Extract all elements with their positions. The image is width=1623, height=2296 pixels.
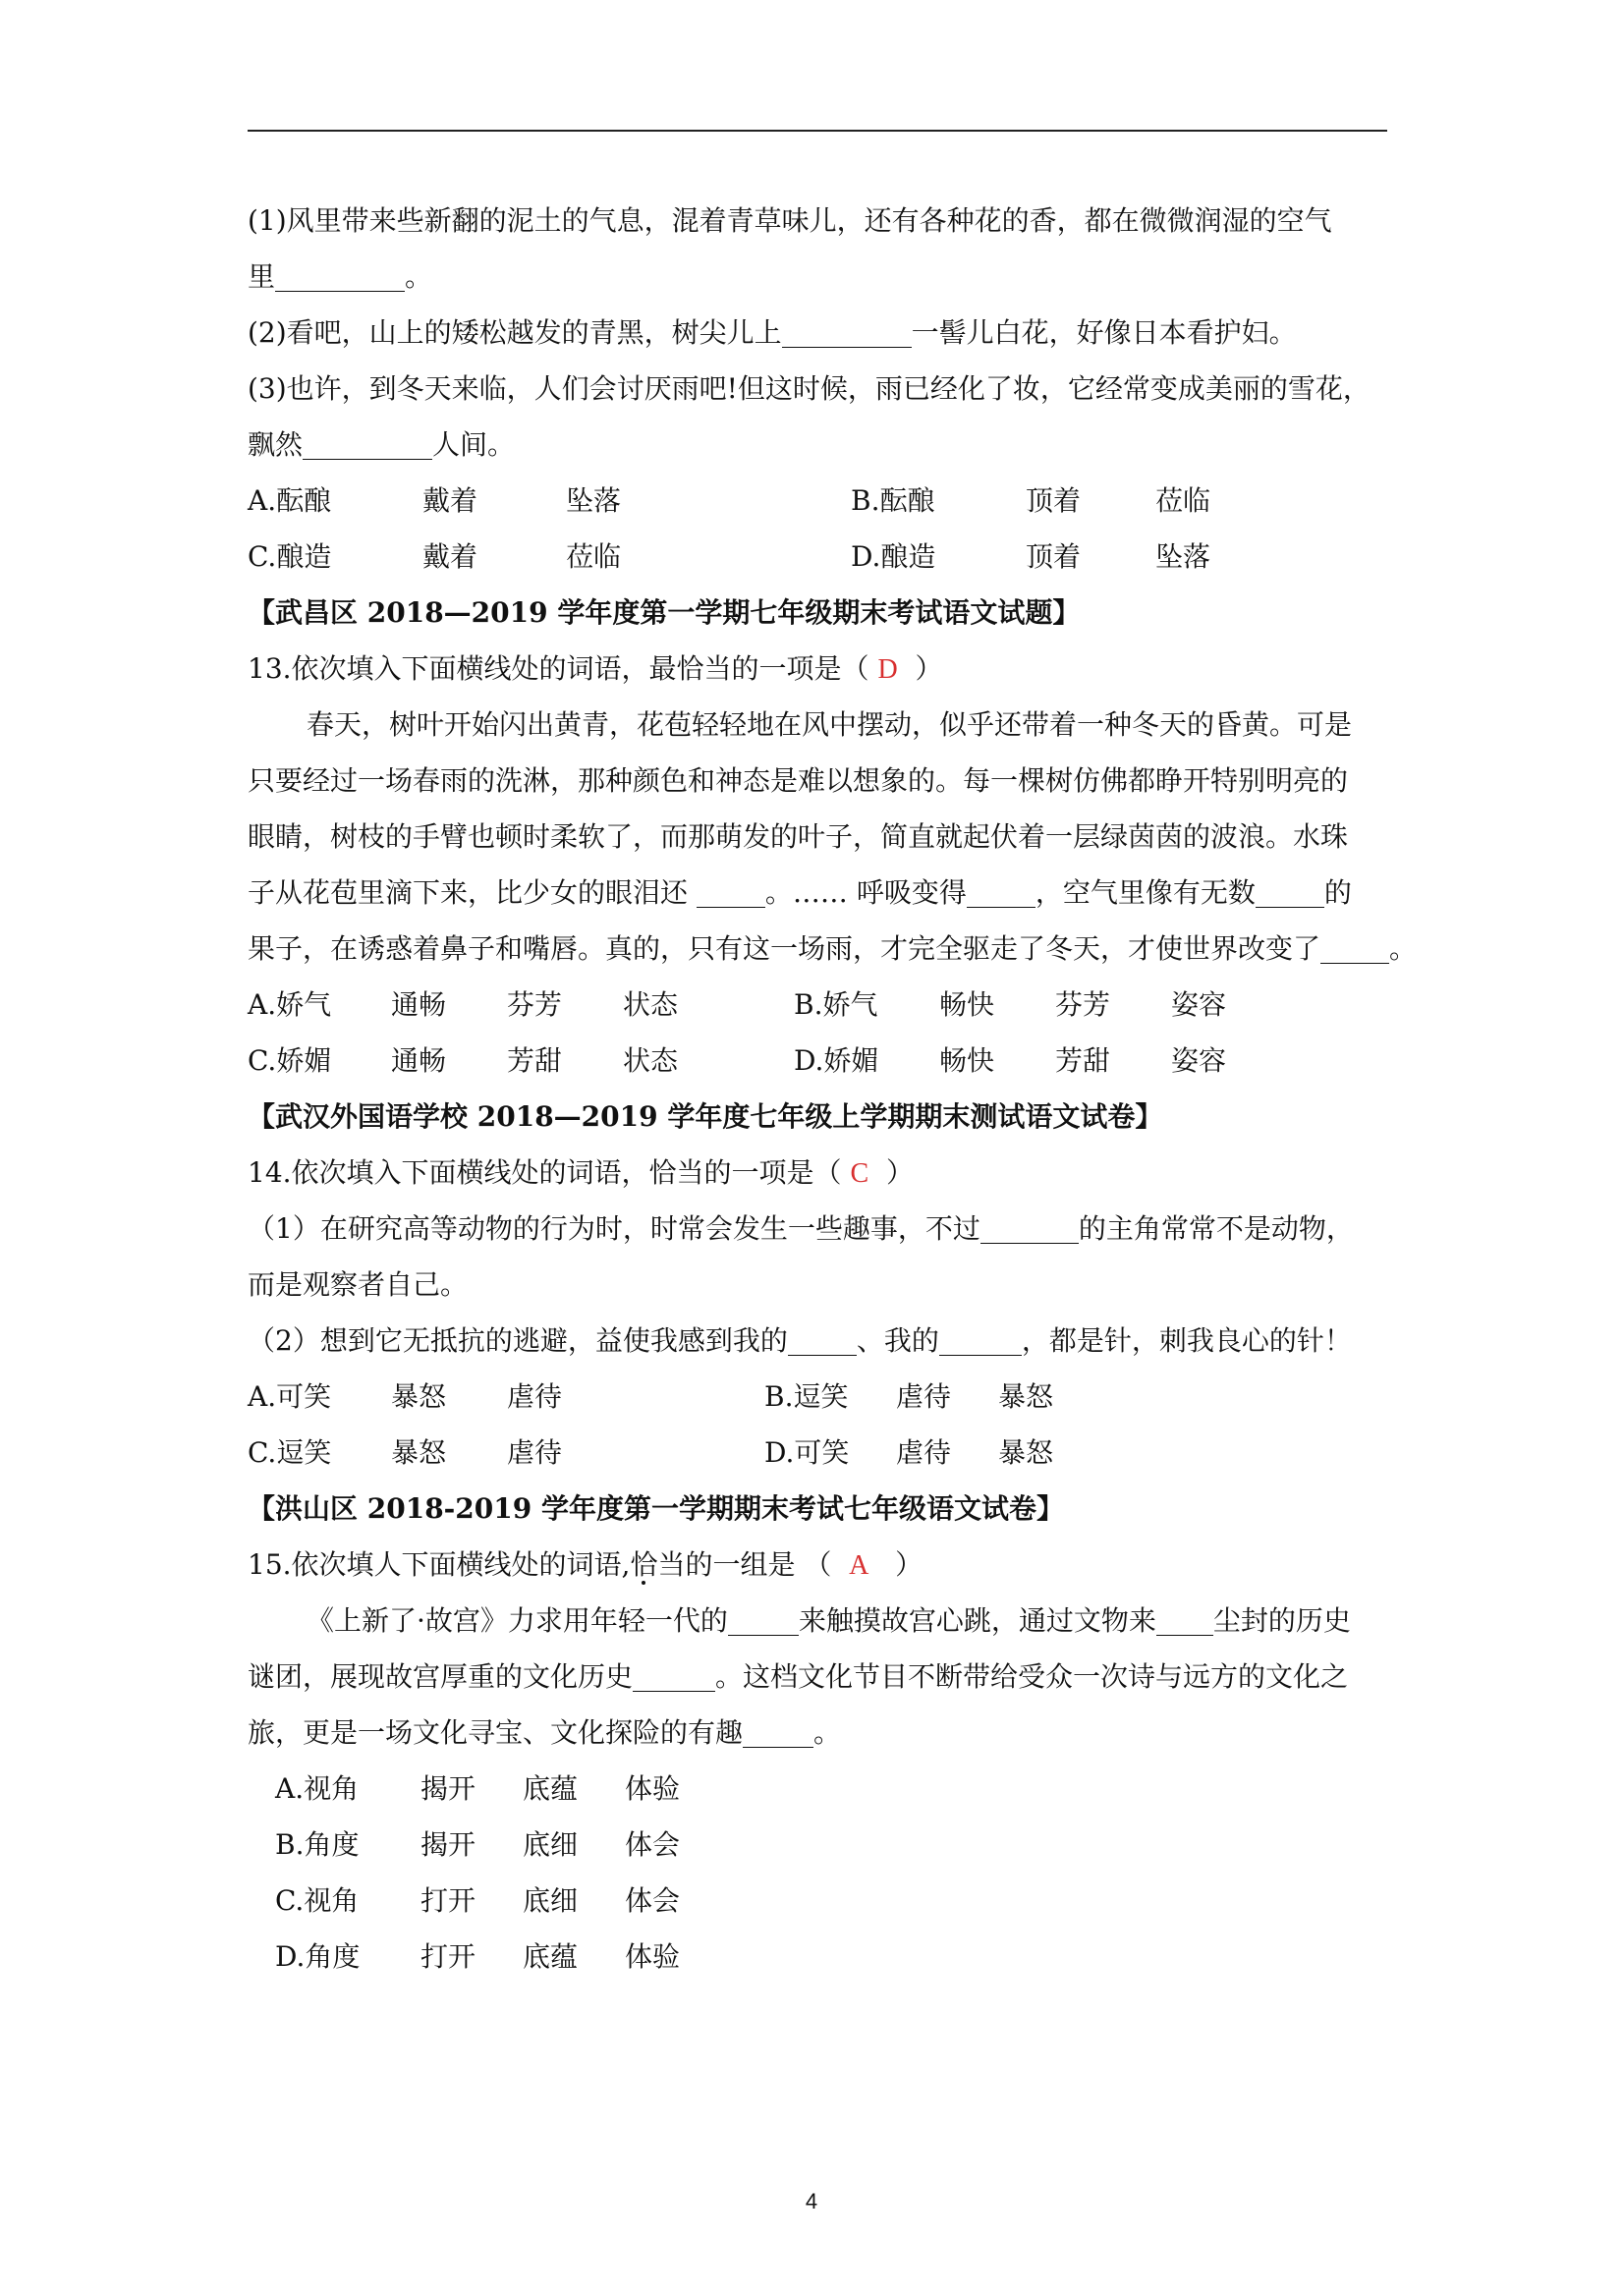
q15-answer: A [849, 1550, 869, 1581]
blank [697, 877, 765, 908]
option-cell: 顶着 [1026, 484, 1082, 517]
option-cell: 暴怒 [998, 1380, 1054, 1413]
option-cell: 虐待 [896, 1380, 952, 1413]
option-cell: 体验 [625, 1772, 681, 1805]
option-cell: 底细 [523, 1884, 579, 1917]
option-cell: D.娇媚 [794, 1044, 879, 1077]
option-cell: A.视角 [275, 1772, 360, 1805]
q14-options-row-1 [248, 1369, 1389, 1425]
q15-passage-line: 谜团，展现故宫厚重的文化历史 。这档文化节目不断带给受众一次诗与远方的文化之 [248, 1660, 1349, 1693]
option-cell: 畅快 [939, 988, 995, 1021]
q15-source-heading: 【洪山区 2018-2019 学年度第一学期期末考试七年级语文试卷】 [248, 1492, 1064, 1525]
option-cell: A.可笑 [248, 1380, 332, 1413]
option-cell: 通畅 [391, 1044, 447, 1077]
blank [303, 429, 432, 460]
option-cell: 通畅 [391, 988, 447, 1021]
option-cell: 暴怒 [998, 1436, 1054, 1469]
blank [782, 317, 912, 348]
option-cell: 坠落 [566, 484, 622, 517]
option-cell: B.娇气 [794, 988, 878, 1021]
q13-options-row-2 [248, 1033, 1389, 1089]
q14-answer: C [850, 1158, 869, 1189]
q12-sentence-3: (3)也许，到冬天来临，人们会讨厌雨吧!但这时候，雨已经化了妆，它经常变成美丽的雪花， [248, 372, 1371, 405]
blank [967, 877, 1035, 908]
option-cell: C.酿造 [248, 540, 332, 573]
option-cell: 芳甜 [1055, 1044, 1111, 1077]
option-cell: 状态 [623, 988, 679, 1021]
q15-passage-line: 《上新了·故宫》力求用年轻一代的 来触摸故宫心跳，通过文物来 尘封的历史 [307, 1604, 1351, 1637]
q15-stem: 15.依次填人下面横线处的词语,恰当的一组是 （ A ） [248, 1548, 923, 1581]
option-cell: 虐待 [507, 1436, 563, 1469]
q15-option-d [248, 1929, 1389, 1985]
q13-passage-line: 果子，在诱惑着鼻子和嘴唇。真的，只有这一场雨，才完全驱走了冬天，才使世界改变了 。 [248, 932, 1418, 965]
option-cell: D.可笑 [764, 1436, 850, 1469]
option-cell: 虐待 [896, 1436, 952, 1469]
document-body [248, 193, 1418, 1985]
option-cell: 顶着 [1026, 540, 1082, 573]
q13-passage-line: 春天，树叶开始闪出黄青，花苞轻轻地在风中摆动，似乎还带着一种冬天的昏黄。可是 [307, 708, 1353, 741]
q14-source-heading: 【武汉外国语学校 2018—2019 学年度七年级上学期期末测试语文试卷】 [248, 1100, 1163, 1133]
option-cell: 打开 [420, 1940, 476, 1973]
page-number: 4 [805, 2189, 818, 2213]
q14-sentence-2: （2）想到它无抵抗的逃避，益使我感到我的 、我的 ，都是针，刺我良心的针！ [248, 1324, 1352, 1357]
option-cell: B.酝酿 [851, 484, 935, 517]
option-cell: 揭开 [420, 1772, 476, 1805]
blank [633, 1661, 715, 1692]
q15-passage-line: 旅，更是一场文化寻宝、文化探险的有趣 。 [248, 1716, 842, 1749]
q14-sentence-1-cont: 而是观察者自己。 [248, 1268, 469, 1301]
option-cell: 底蕴 [523, 1940, 579, 1973]
q13-stem: 13.依次填入下面横线处的词语，最恰当的一项是（ D ） [248, 652, 943, 685]
q13-passage-line: 只要经过一场春雨的洗淋，那种颜色和神态是难以想象的。每一棵树仿佛都睁开特别明亮的 [248, 764, 1349, 797]
option-cell: 芬芳 [1055, 988, 1111, 1021]
q14-options-row-2 [248, 1425, 1389, 1481]
q12-sentence-1-cont: 里 。 [248, 260, 433, 293]
emphasis-dot-char: 恰 [630, 1548, 658, 1581]
option-cell: 底蕴 [523, 1772, 579, 1805]
blank [743, 1717, 813, 1748]
option-cell: 暴怒 [391, 1436, 447, 1469]
option-cell: A.酝酿 [248, 484, 332, 517]
option-cell: D.角度 [275, 1940, 361, 1973]
header-rule [248, 130, 1387, 132]
option-cell: C.娇媚 [248, 1044, 332, 1077]
option-cell: 戴着 [422, 540, 478, 573]
q15-option-c [248, 1873, 1389, 1929]
q14-sentence-1: （1）在研究高等动物的行为时，时常会发生一些趣事，不过 的主角常常不是动物， [248, 1212, 1354, 1245]
option-cell: 体会 [625, 1828, 681, 1861]
option-cell: 畅快 [939, 1044, 995, 1077]
option-cell: 坠落 [1155, 540, 1211, 573]
option-cell: 状态 [623, 1044, 679, 1077]
blank [980, 1213, 1079, 1244]
option-cell: A.娇气 [248, 988, 332, 1021]
q12-options-row-2 [248, 529, 1389, 585]
option-cell: 姿容 [1171, 1044, 1227, 1077]
q12-sentence-2: (2)看吧，山上的矮松越发的青黑，树尖儿上 一髻儿白花，好像日本看护妇。 [248, 316, 1297, 349]
blank [728, 1605, 799, 1636]
blank [1320, 933, 1389, 964]
q12-options-row-1 [248, 473, 1389, 529]
q15-option-b [248, 1817, 1389, 1873]
q13-source-heading: 【武昌区 2018—2019 学年度第一学期七年级期末考试语文试题】 [248, 596, 1081, 629]
option-cell: C.逗笑 [248, 1436, 332, 1469]
blank [275, 261, 405, 292]
option-cell: 虐待 [507, 1380, 563, 1413]
q12-sentence-1: (1)风里带来些新翻的泥土的气息，混着青草味儿，还有各种花的香，都在微微润湿的空气 [248, 204, 1332, 237]
option-cell: 体验 [625, 1940, 681, 1973]
option-cell: 揭开 [420, 1828, 476, 1861]
blank [939, 1325, 1022, 1356]
q13-passage-line: 子从花苞里滴下来，比少女的眼泪还 。…… 呼吸变得 ，空气里像有无数 的 [248, 876, 1352, 909]
q14-stem: 14.依次填入下面横线处的词语，恰当的一项是（ C ） [248, 1156, 914, 1189]
q12-sentence-3-cont: 飘然 人间。 [248, 428, 516, 461]
q13-options-row-1 [248, 977, 1389, 1033]
option-cell: 体会 [625, 1884, 681, 1917]
option-cell: B.逗笑 [764, 1380, 849, 1413]
option-cell: D.酿造 [851, 540, 936, 573]
blank [1156, 1605, 1213, 1636]
option-cell: 打开 [420, 1884, 476, 1917]
option-cell: 莅临 [566, 540, 622, 573]
option-cell: 芬芳 [507, 988, 563, 1021]
option-cell: 芳甜 [507, 1044, 563, 1077]
option-cell: B.角度 [275, 1828, 360, 1861]
q15-option-a [248, 1761, 1389, 1817]
blank [788, 1325, 857, 1356]
blank [1256, 877, 1324, 908]
option-cell: 戴着 [422, 484, 478, 517]
option-cell: C.视角 [275, 1884, 360, 1917]
option-cell: 底细 [523, 1828, 579, 1861]
q13-answer: D [877, 654, 898, 685]
option-cell: 莅临 [1155, 484, 1211, 517]
q13-passage-line: 眼睛，树枝的手臂也顿时柔软了，而那萌发的叶子，简直就起伏着一层绿茵茵的波浪。水珠 [248, 820, 1349, 853]
option-cell: 姿容 [1171, 988, 1227, 1021]
option-cell: 暴怒 [391, 1380, 447, 1413]
